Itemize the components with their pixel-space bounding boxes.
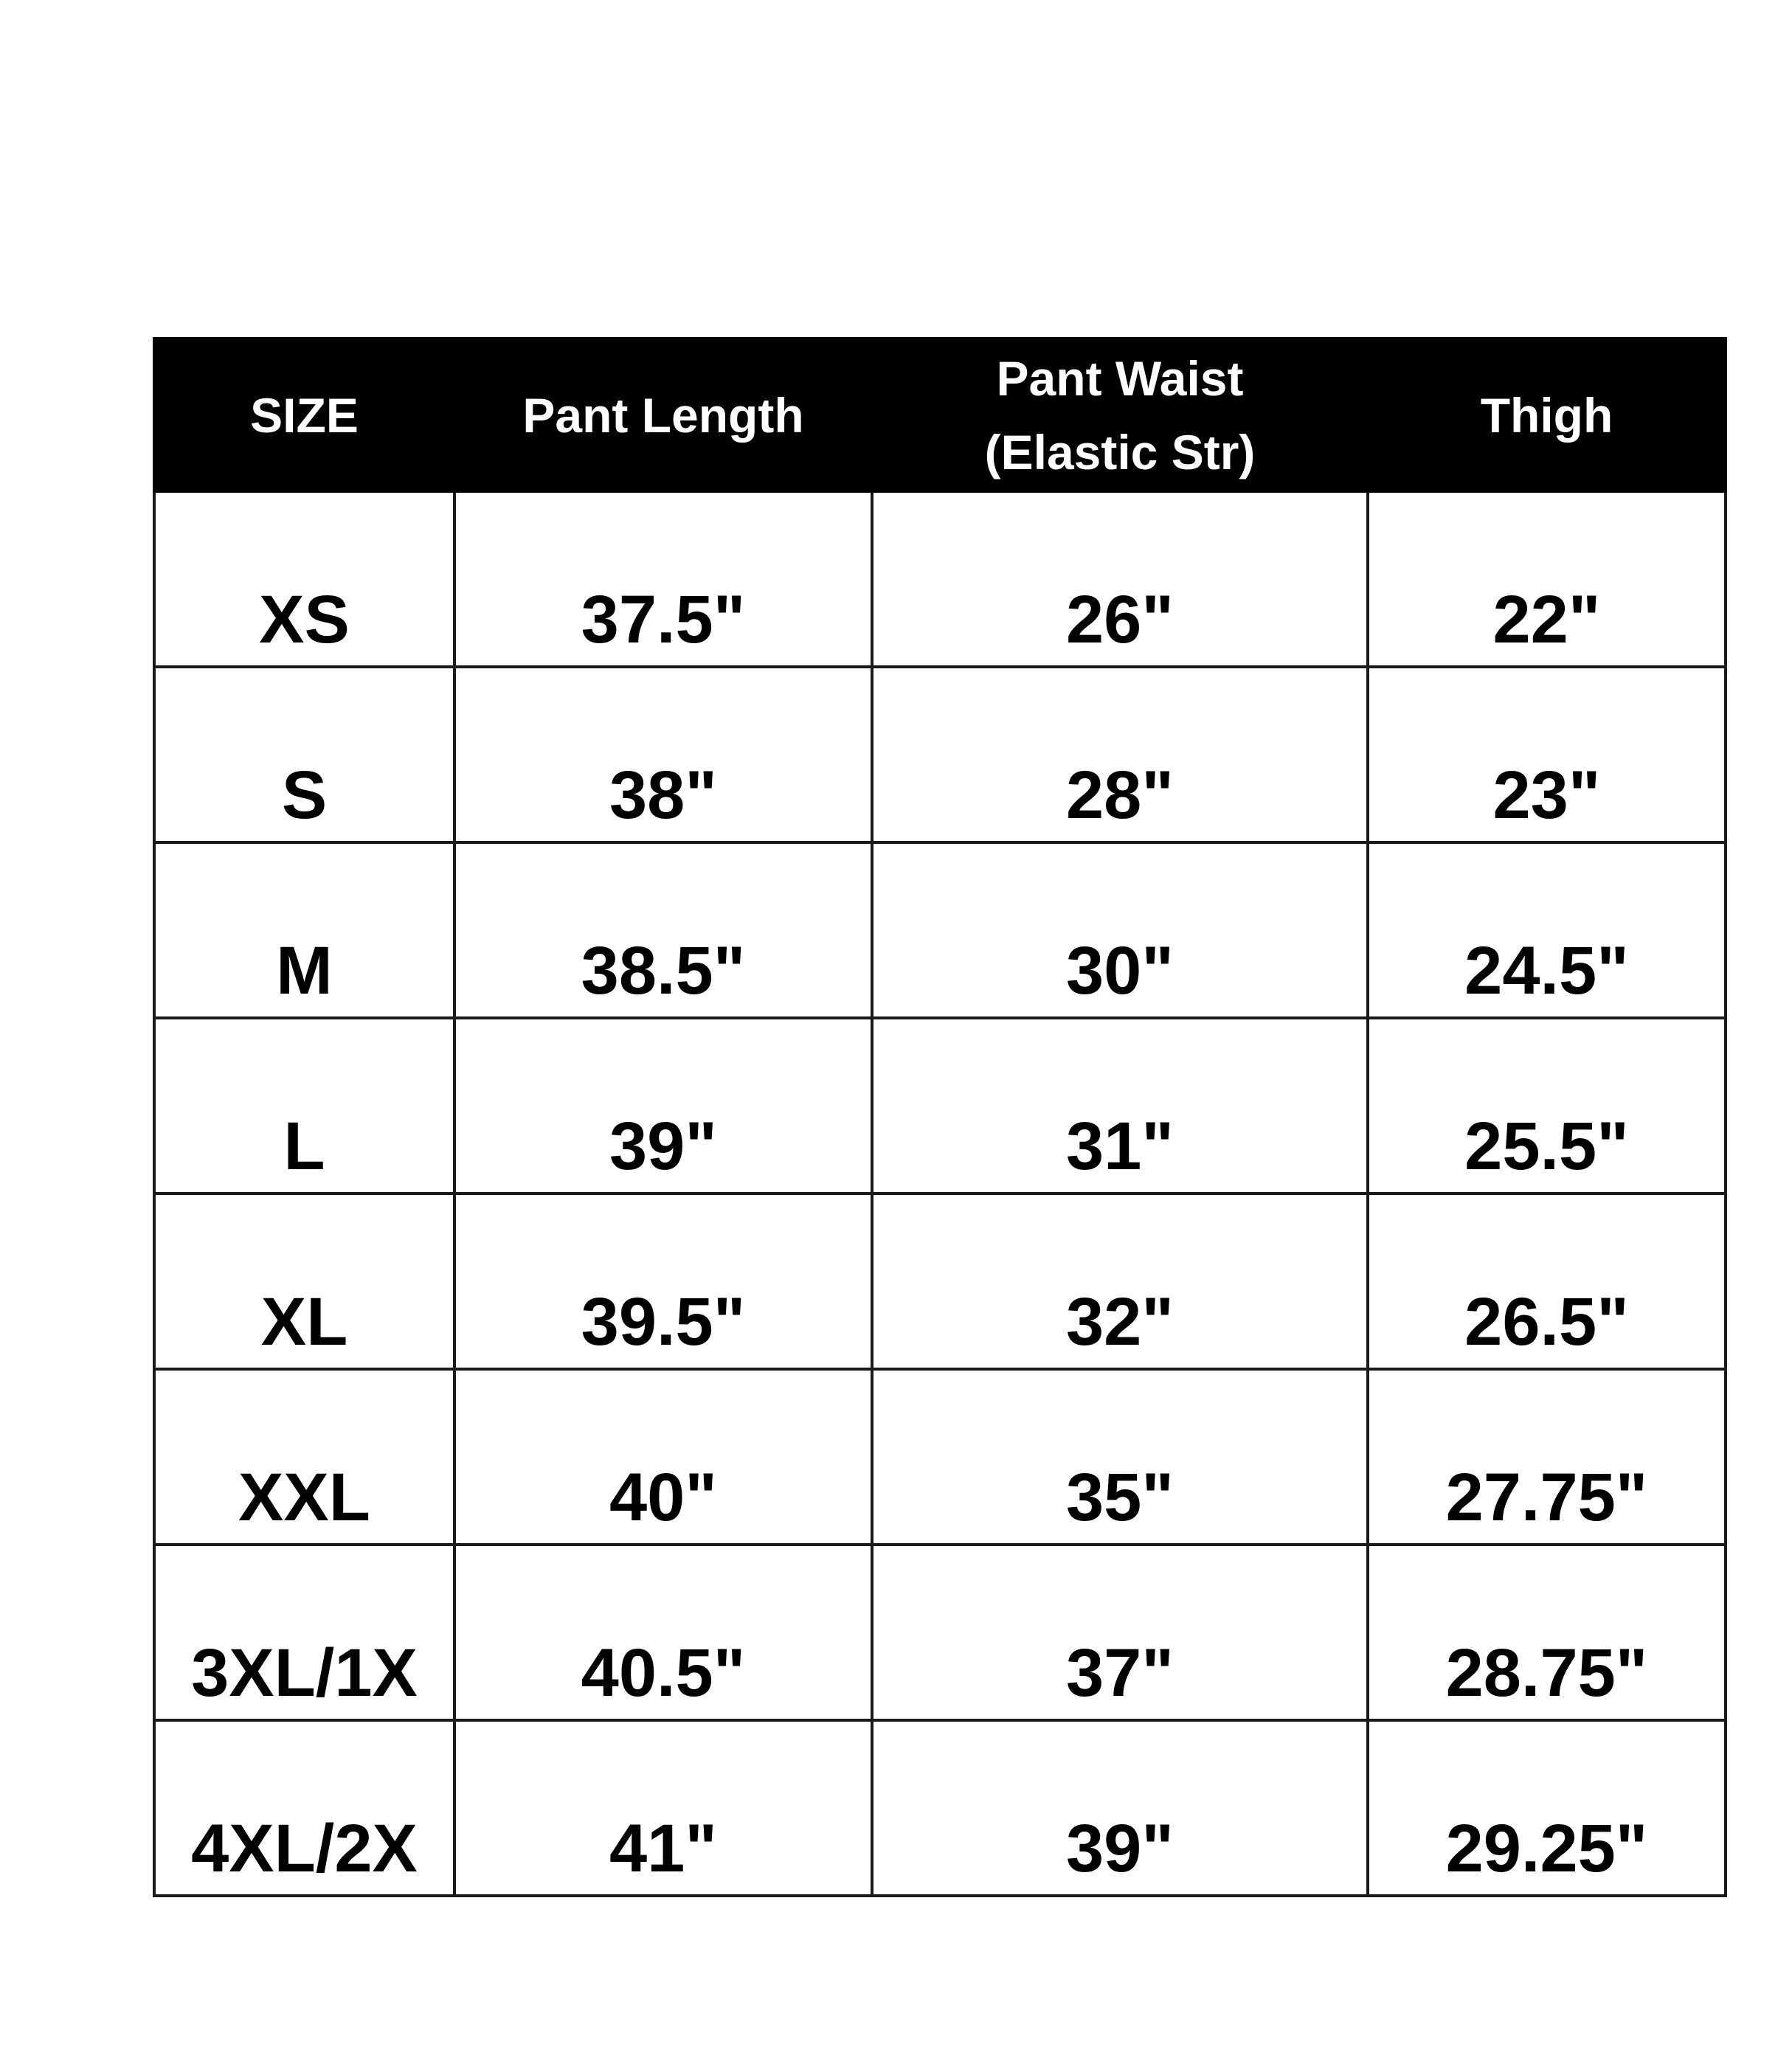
pant-length-cell: 38.5" [454,842,872,1018]
table-row [154,1720,1726,1896]
table-row [154,1545,1726,1720]
header-row [154,339,1726,491]
table-row [154,1194,1726,1369]
pant-waist-cell: 30" [872,842,1368,1018]
pant-length-cell: 40" [454,1369,872,1545]
table-row [154,667,1726,842]
pant-waist-cell: 32" [872,1194,1368,1369]
size-chart-table [153,337,1727,1897]
table-row [154,1369,1726,1545]
pant-waist-cell: 35" [872,1369,1368,1545]
table-row [154,1018,1726,1194]
thigh-cell: 27.75" [1368,1369,1726,1545]
size-cell: L [154,1018,454,1194]
pant-length-cell: 39.5" [454,1194,872,1369]
size-cell: S [154,667,454,842]
header-size: SIZE [154,339,454,491]
header-thigh: Thigh [1368,339,1726,491]
pant-length-cell: 38" [454,667,872,842]
pant-length-cell: 37.5" [454,491,872,667]
thigh-cell: 24.5" [1368,842,1726,1018]
thigh-cell: 25.5" [1368,1018,1726,1194]
thigh-cell: 29.25" [1368,1720,1726,1896]
table-row [154,491,1726,667]
pant-length-cell: 39" [454,1018,872,1194]
header-pant-length: Pant Length [454,339,872,491]
size-cell: 3XL/1X [154,1545,454,1720]
header-pant-waist: Pant Waist (Elastic Str) [872,339,1368,491]
table-row [154,842,1726,1018]
pant-waist-cell: 28" [872,667,1368,842]
pant-waist-cell: 26" [872,491,1368,667]
thigh-cell: 22" [1368,491,1726,667]
thigh-cell: 26.5" [1368,1194,1726,1369]
pant-waist-cell: 39" [872,1720,1368,1896]
pant-waist-cell: 31" [872,1018,1368,1194]
size-cell: XXL [154,1369,454,1545]
size-cell: XL [154,1194,454,1369]
pant-length-cell: 40.5" [454,1545,872,1720]
thigh-cell: 28.75" [1368,1545,1726,1720]
size-cell: 4XL/2X [154,1720,454,1896]
pant-length-cell: 41" [454,1720,872,1896]
size-cell: XS [154,491,454,667]
thigh-cell: 23" [1368,667,1726,842]
pant-waist-cell: 37" [872,1545,1368,1720]
size-cell: M [154,842,454,1018]
